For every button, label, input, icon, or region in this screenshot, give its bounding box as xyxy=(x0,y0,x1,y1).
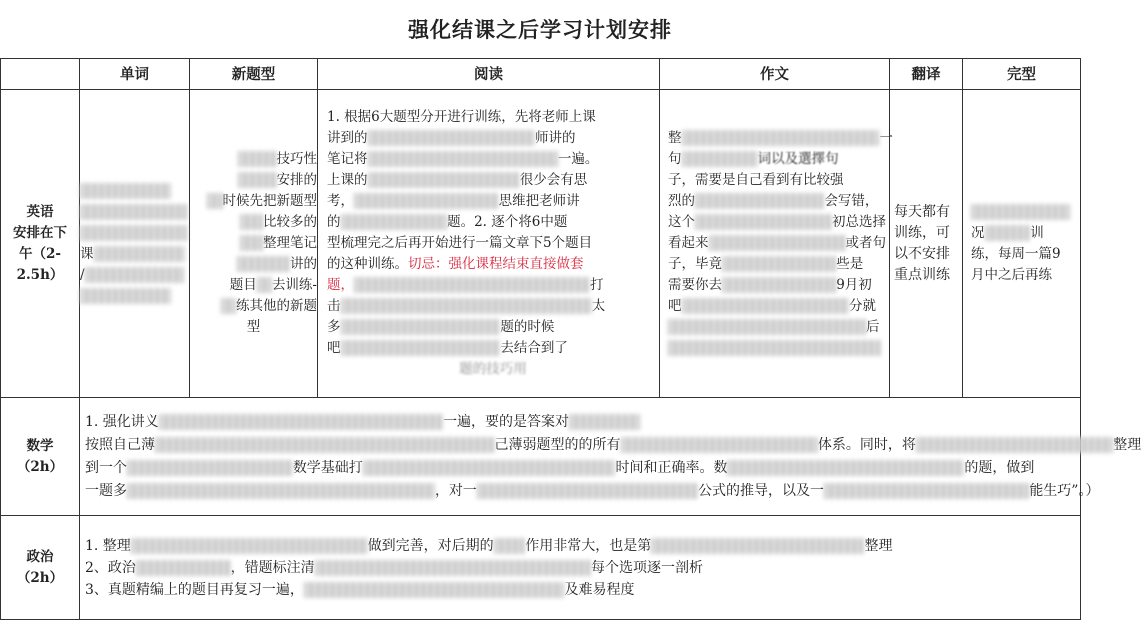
document-title: 强化结课之后学习计划安排 xyxy=(408,17,672,42)
politics-row xyxy=(1,516,1081,620)
column-header-new-question-type: 新题型 xyxy=(190,59,318,90)
column-header-reading: 阅读 xyxy=(318,59,660,90)
english-cloze-cell: 况 训 练，每周一篇9 月中之后再练 xyxy=(963,90,1081,398)
english-translation-cell: 每天都有训练，可以不安排重点训练 xyxy=(890,90,963,398)
header-row xyxy=(1,59,1081,90)
math-plan-cell: 1. 强化讲义 一遍，要的是答案对 按照自己薄 己薄弱题型的的所有 体系。同时，将 整理 到一个 数学基础打 时间和正确率。数 的题，做到 一题多 ，对一 公式的推导，以及一 能生巧”。） xyxy=(80,398,1081,516)
column-header-vocab: 单词 xyxy=(80,59,190,90)
english-essay-cell: 整 一 句 词以及選擇句 子，需要是自己看到有比较强 烈的 会写错， 这个 初总选择 看起来 或者句 子，毕竟 些是 需要你去 9月初 吧 分就 后 xyxy=(660,90,890,398)
row-header-math: 数学 （2h） xyxy=(1,398,80,516)
study-plan-table xyxy=(0,58,1141,620)
column-header-translation: 翻译 xyxy=(890,59,963,90)
english-reading-cell: 1. 根据6大题型分开进行训练，先将老师上课 讲到的 师讲的 笔记将 一遍。 上课的 很少会有思 考， 思维把老师讲 的 题。2. 逐个将6中题 型梳理完之后再开始进行一篇文章下5个题目 的这种训练。切忌：强化课程结束直接做套 题， 打 击 太 多 题的时候 吧 去结合到了 题的技巧用 xyxy=(318,90,660,398)
column-header-cloze: 完型 xyxy=(963,59,1081,90)
english-row xyxy=(1,90,1081,398)
row-header-politics: 政治 （2h） xyxy=(1,516,80,620)
politics-plan-cell: 1. 整理 做到完善，对后期的 作用非常大，也是第 整理 2、政治 ，错题标注清 每个选项逐一剖析 3、真题精编上的题目再复习一遍， 及难易程度 xyxy=(80,516,1081,620)
math-row xyxy=(1,398,1081,516)
english-new-type-cell: 技巧性 安排的 时候先把新题型 比较多的 整理笔记 讲的 题目 去训练- 练其他的新题 型 xyxy=(190,90,318,398)
row-header-english: 英语 安排在下 午（2- 2.5h） xyxy=(1,90,80,398)
corner-cell xyxy=(1,59,80,90)
english-vocab-cell: 课 / xyxy=(80,90,190,398)
warning-text: 切忌：强化课程结束直接做套 xyxy=(408,256,584,272)
column-header-essay: 作文 xyxy=(660,59,890,90)
